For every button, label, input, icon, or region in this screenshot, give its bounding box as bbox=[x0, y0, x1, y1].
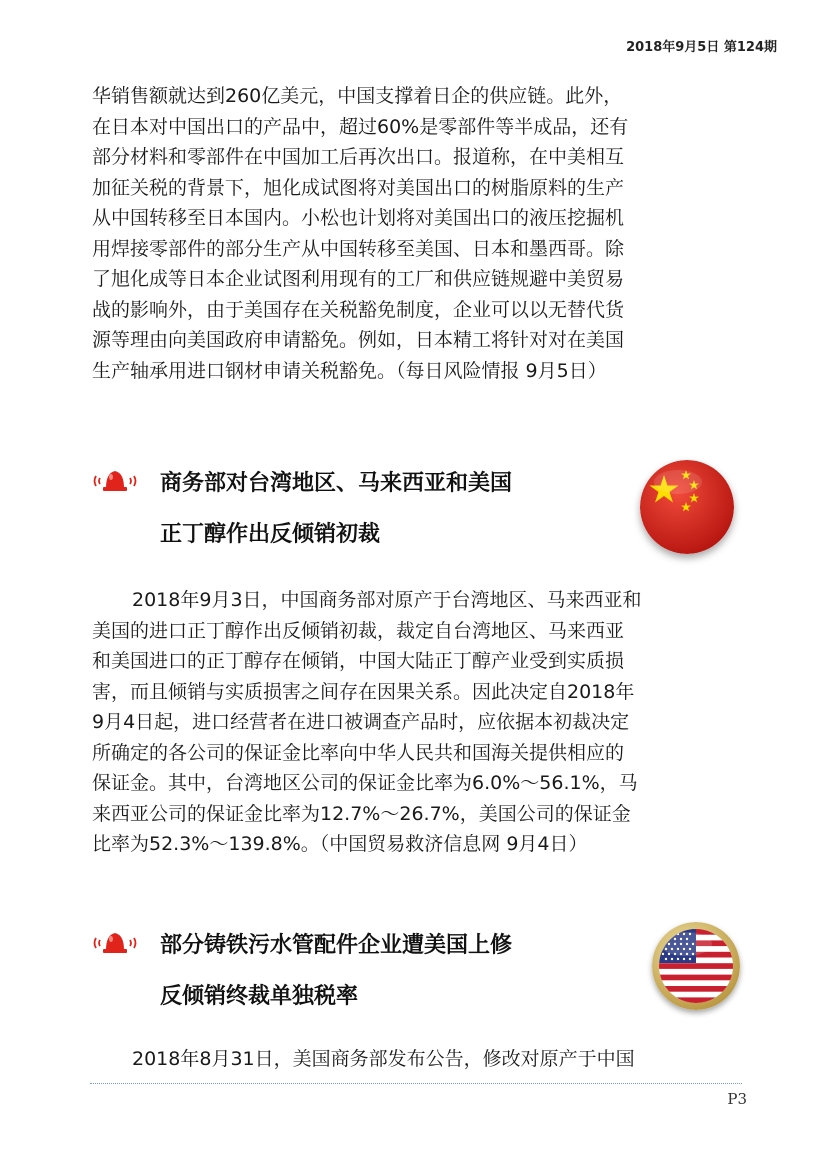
paragraph-line: 9月4日起，进口经营者在进口被调查产品时，应依据本初裁决定 bbox=[92, 711, 630, 733]
paragraph-line: 从中国转移至日本国内。小松也计划将对美国出口的液压挖掘机 bbox=[92, 207, 625, 229]
heading-line-1: 商务部对台湾地区、马来西亚和美国 bbox=[160, 471, 513, 496]
alarm-bell-icon bbox=[92, 466, 138, 496]
paragraph-line: 生产轴承用进口钢材申请关税豁免。（每日风险情报 9月5日） bbox=[92, 359, 607, 382]
paragraph-line: 2018年8月31日，美国商务部发布公告，修改对原产于中国 bbox=[132, 1048, 635, 1070]
paragraph-line: 在日本对中国出口的产品中，超过60%是零部件等半成品，还有 bbox=[92, 115, 629, 138]
paragraph-line: 害，而且倾销与实质损害之间存在因果关系。因此决定自2018年 bbox=[92, 680, 635, 703]
paragraph-line: 美国的进口正丁醇作出反倾销初裁，裁定自台湾地区、马来西亚 bbox=[92, 619, 625, 642]
article-1-body bbox=[92, 81, 742, 386]
paragraph-line: 所确定的各公司的保证金比率向中华人民共和国海关提供相应的 bbox=[92, 741, 625, 764]
heading-line-2: 反倾销终裁单独税率 bbox=[160, 984, 359, 1009]
paragraph-line: 比率为52.3%～139.8%。（中国贸易救济信息网 9月4日） bbox=[92, 833, 588, 855]
issue-date: 2018年9月5日 第124期 bbox=[626, 40, 777, 55]
china-flag-icon bbox=[640, 460, 734, 554]
paragraph-line: 和美国进口的正丁醇存在倾销，中国大陆正丁醇产业受到实质损 bbox=[92, 650, 625, 672]
section-2-heading bbox=[160, 466, 512, 548]
paragraph-line: 保证金。其中，台湾地区公司的保证金比率为6.0%～56.1%，马 bbox=[92, 772, 638, 794]
paragraph-line: 部分材料和零部件在中国加工后再次出口。报道称，在中美相互 bbox=[92, 146, 625, 168]
heading-line-1: 部分铸铁污水管配件企业遭美国上修 bbox=[160, 933, 513, 958]
paragraph-line: 了旭化成等日本企业试图利用现有的工厂和供应链规避中美贸易 bbox=[92, 268, 625, 290]
section-3-heading bbox=[160, 928, 512, 1010]
alarm-bell-icon bbox=[92, 928, 138, 958]
paragraph-line: 加征关税的背景下，旭化成试图将对美国出口的树脂原料的生产 bbox=[92, 176, 625, 199]
section-2-body bbox=[92, 585, 742, 860]
paragraph-line: 源等理由向美国政府申请豁免。例如，日本精工将针对对在美国 bbox=[92, 329, 625, 351]
paragraph-line: 2018年9月3日，中国商务部对原产于台湾地区、马来西亚和 bbox=[132, 589, 642, 611]
paragraph-line: 华销售额就达到260亿美元，中国支撑着日企的供应链。此外， bbox=[92, 85, 623, 107]
us-flag-icon bbox=[652, 922, 740, 1010]
page-number: P3 bbox=[727, 1090, 747, 1108]
paragraph-line: 用焊接零部件的部分生产从中国转移至美国、日本和墨西哥。除 bbox=[92, 237, 625, 260]
paragraph-line: 战的影响外，由于美国存在关税豁免制度，企业可以以无替代货 bbox=[92, 298, 625, 321]
section-3-body bbox=[92, 1044, 742, 1075]
heading-line-2: 正丁醇作出反倾销初裁 bbox=[160, 522, 381, 547]
paragraph-line: 来西亚公司的保证金比率为12.7%～26.7%，美国公司的保证金 bbox=[92, 802, 631, 825]
footer-divider bbox=[90, 1083, 742, 1084]
